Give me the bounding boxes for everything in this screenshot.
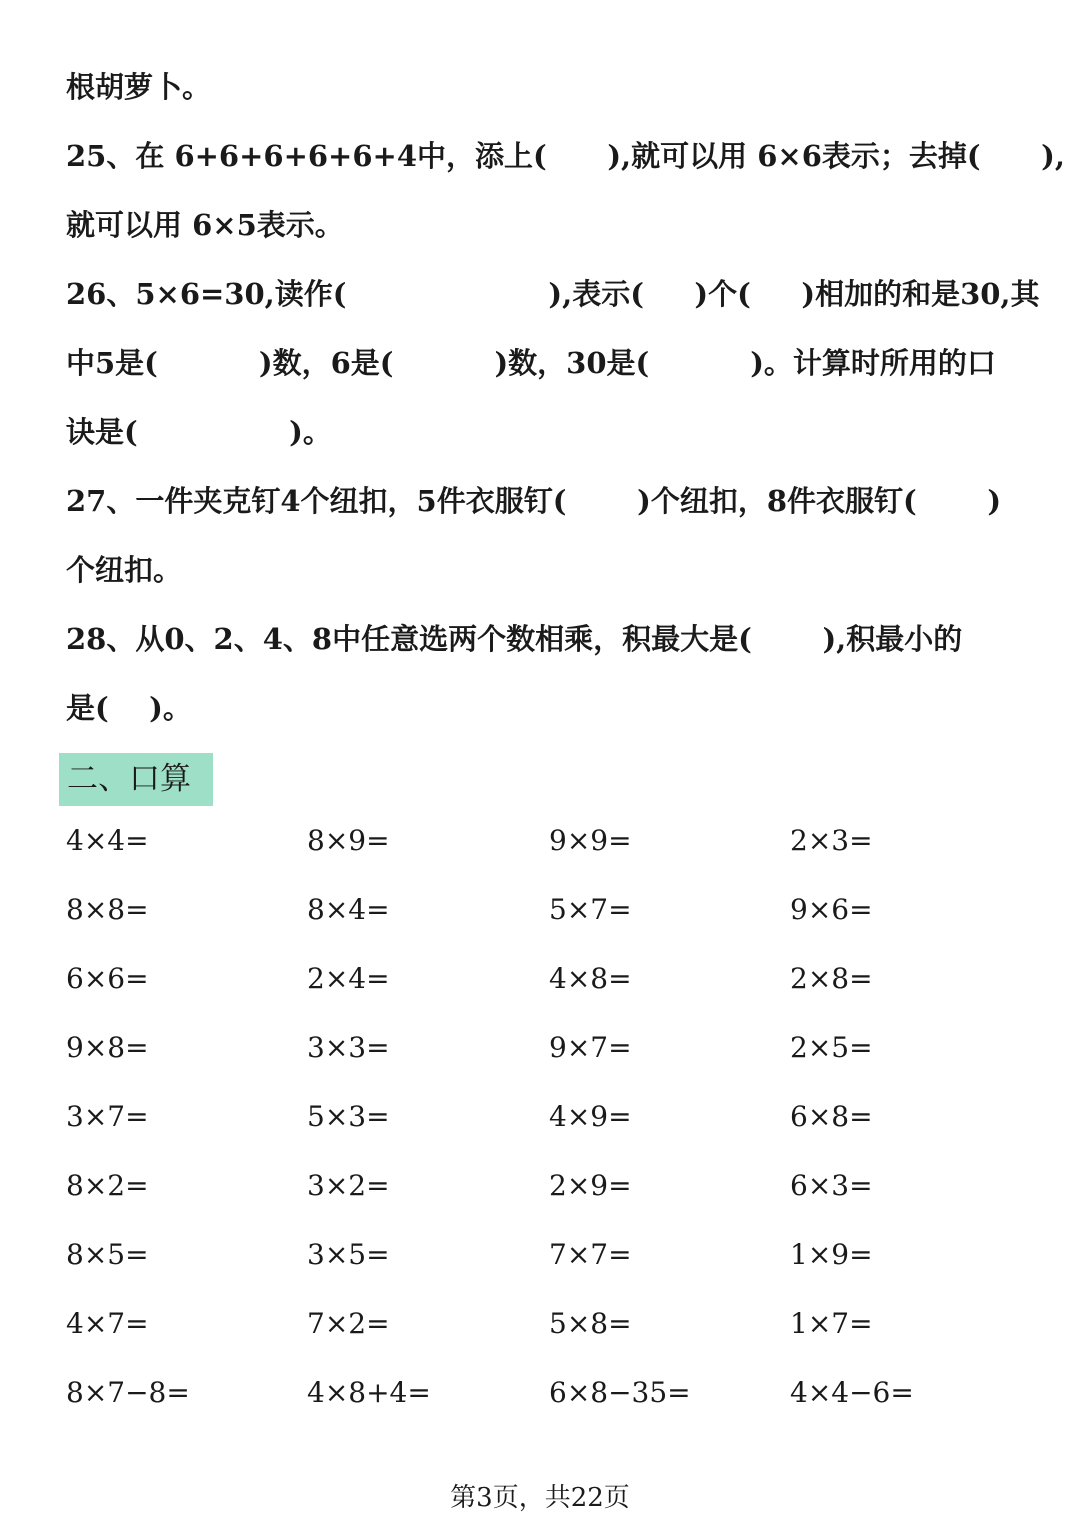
calc-item: 1×7= [790, 1307, 873, 1340]
calc-item: 4×7= [66, 1307, 149, 1340]
question-26-line-1: 26、5×6=30,读作( ),表示( )个( )相加的和是30,其 [66, 277, 1040, 311]
calc-item: 3×7= [66, 1100, 149, 1133]
calc-item: 9×8= [66, 1031, 149, 1064]
section-title: 二、口算 [67, 761, 191, 797]
calc-item: 9×6= [790, 893, 873, 926]
calc-item: 5×3= [307, 1100, 390, 1133]
question-25-line-2: 就可以用 6×5表示。 [66, 208, 344, 242]
calc-item: 9×7= [549, 1031, 632, 1064]
calc-item: 8×2= [66, 1169, 149, 1202]
calc-item: 4×4= [66, 824, 149, 857]
calc-item: 4×8+4= [307, 1376, 431, 1409]
question-25-line-1: 25、在 6+6+6+6+6+4中，添上( ),就可以用 6×6表示；去掉( ), [66, 139, 1065, 173]
calc-item: 8×4= [307, 893, 390, 926]
calc-item: 7×2= [307, 1307, 390, 1340]
calc-item: 3×5= [307, 1238, 390, 1271]
calc-item: 9×9= [549, 824, 632, 857]
text-line: 根胡萝卜。 [66, 70, 212, 104]
calc-item: 8×9= [307, 824, 390, 857]
page-footer: 第3页，共22页 [450, 1483, 630, 1513]
calc-item: 8×8= [66, 893, 149, 926]
calc-item: 3×2= [307, 1169, 390, 1202]
section-header [59, 753, 213, 806]
calc-item: 4×9= [549, 1100, 632, 1133]
question-28-line-2: 是( )。 [66, 691, 192, 725]
calc-item: 5×7= [549, 893, 632, 926]
calc-item: 2×5= [790, 1031, 873, 1064]
calc-item: 4×8= [549, 962, 632, 995]
question-27-line-2: 个纽扣。 [66, 553, 183, 587]
calc-item: 2×9= [549, 1169, 632, 1202]
calc-item: 5×8= [549, 1307, 632, 1340]
calc-item: 6×8−35= [549, 1376, 691, 1409]
question-28-line-1: 28、从0、2、4、8中任意选两个数相乘，积最大是( ),积最小的 [66, 622, 963, 656]
calc-item: 6×6= [66, 962, 149, 995]
calc-item: 8×5= [66, 1238, 149, 1271]
calc-item: 1×9= [790, 1238, 873, 1271]
calc-item: 7×7= [549, 1238, 632, 1271]
calc-item: 8×7−8= [66, 1376, 190, 1409]
question-26-line-2: 中5是( )数，6是( )数，30是( )。计算时所用的口 [66, 346, 996, 380]
calc-item: 3×3= [307, 1031, 390, 1064]
calc-item: 2×3= [790, 824, 873, 857]
calc-item: 2×4= [307, 962, 390, 995]
calc-item: 6×8= [790, 1100, 873, 1133]
calc-item: 6×3= [790, 1169, 873, 1202]
calc-item: 2×8= [790, 962, 873, 995]
question-26-line-3: 诀是( )。 [66, 415, 332, 449]
calc-item: 4×4−6= [790, 1376, 914, 1409]
question-27-line-1: 27、一件夹克钉4个纽扣，5件衣服钉( )个纽扣，8件衣服钉( ) [66, 484, 1002, 518]
